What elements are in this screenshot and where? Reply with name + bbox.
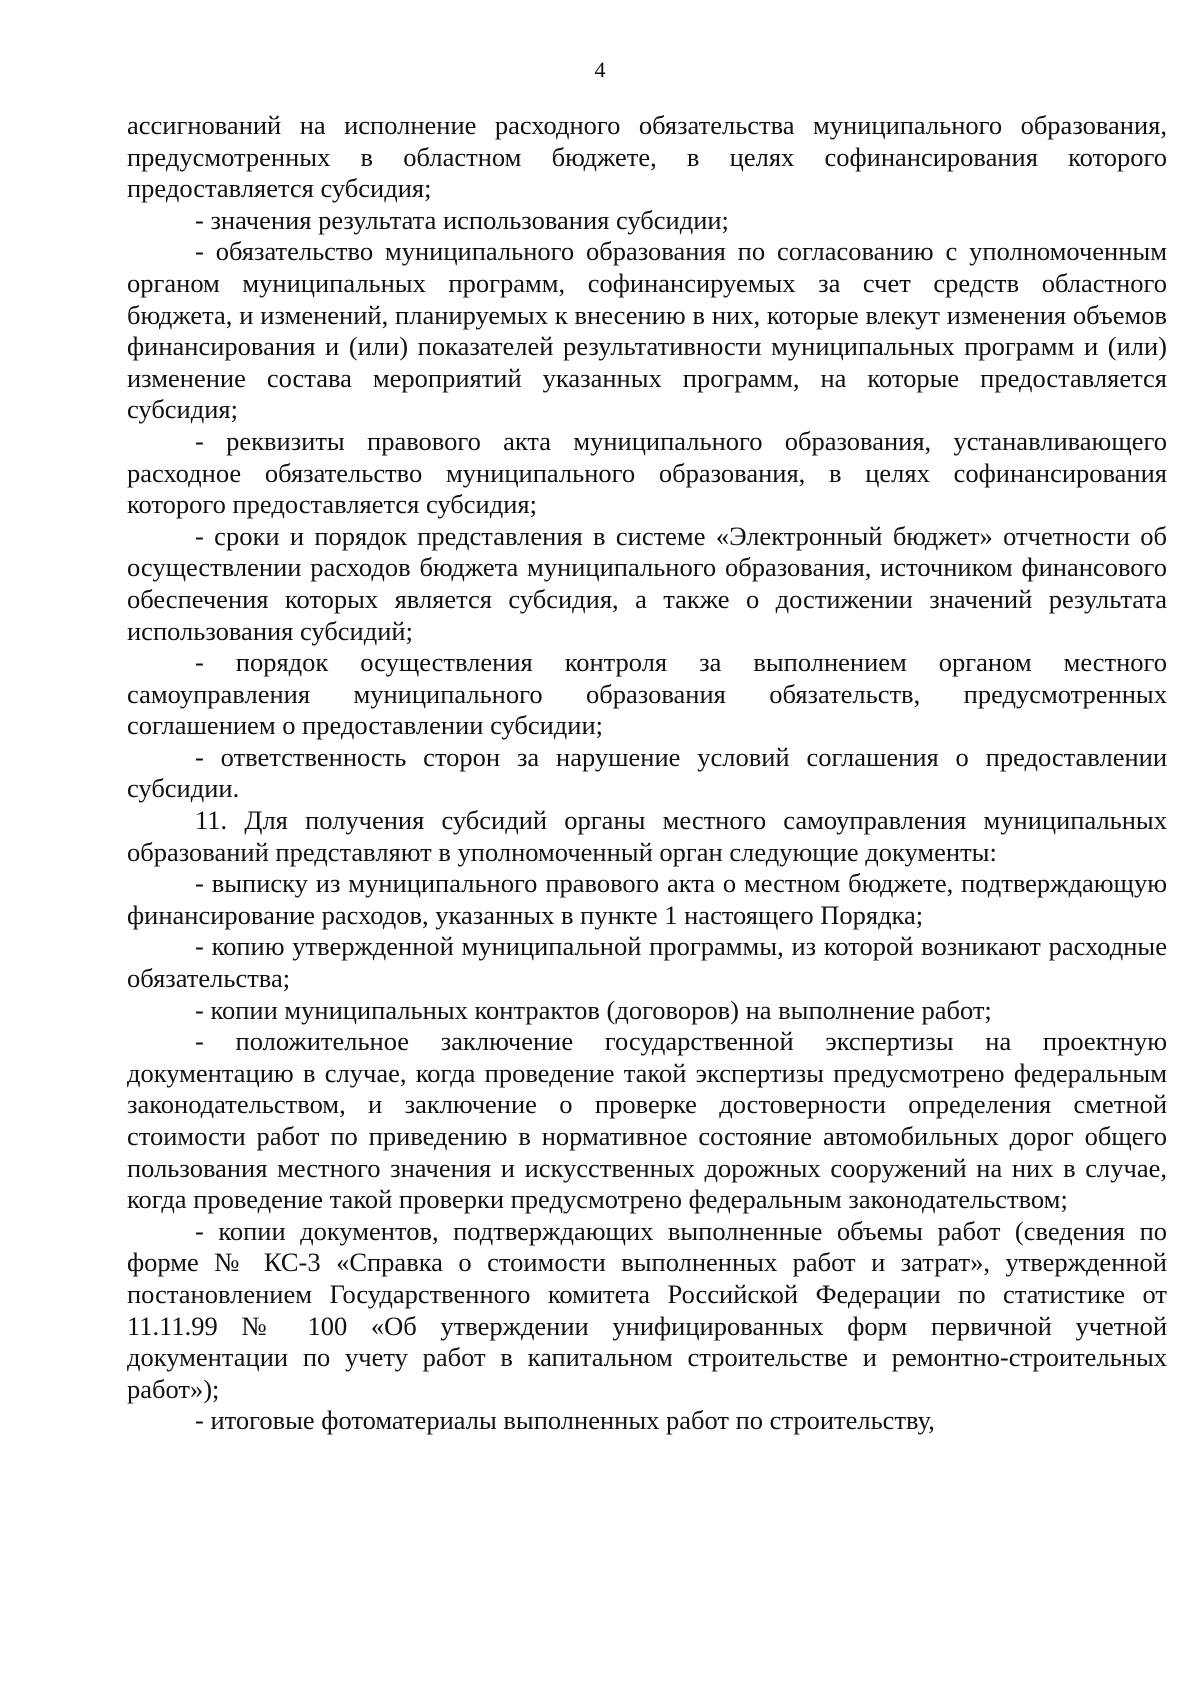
paragraph-result-values: - значения результата использования субсидии; xyxy=(195,204,729,235)
document-body xyxy=(127,110,1167,1437)
paragraph-work-volume-documents: - копии документов, подтверждающих выполненные объемы работ (сведения по форме № КС-3 «Справка о стоимости выполненных работ и затрат», утвержденной постановлением Государственного комитета Российской Федерации по статистике от 11.11.99 № 100 «Об утверждении унифицированных форм первичной учетной документации по учету работ в капитальном строительстве и ремонтно-строительных работ»); xyxy=(127,1215,1167,1404)
paragraph-reporting-terms: - сроки и порядок представления в системе «Электронный бюджет» отчетности об осуществлении расходов бюджета муниципального образования, источником финансового обеспечения которых является субсидия, а также о достижении значений результата использования субсидий; xyxy=(127,520,1167,646)
paragraph-responsibility: - ответственность сторон за нарушение условий соглашения о предоставлении субсидии. xyxy=(127,741,1167,804)
paragraph-program-copy: - копию утвержденной муниципальной программы, из которой возникают расходные обязательства; xyxy=(127,931,1167,994)
paragraph-budget-extract: - выписку из муниципального правового акта о местном бюджете, подтверждающую финансирование расходов, указанных в пункте 1 настоящего Порядка; xyxy=(127,868,1167,930)
paragraph-budget-allocations: ассигнований на исполнение расходного обязательства муниципального образования, предусмотренных в областном бюджете, в целях софинансирования которого предоставляется субсидия; xyxy=(127,110,1167,204)
paragraph-photo-materials: - итоговые фотоматериалы выполненных работ по строительству, xyxy=(195,1405,935,1436)
paragraph-contract-copies: - копии муниципальных контрактов (договоров) на выполнение работ; xyxy=(195,994,992,1025)
page-number: 4 xyxy=(594,57,606,82)
paragraph-legal-act-details: - реквизиты правового акта муниципального образования, устанавливающего расходное обязательство муниципального образования, в целях софинансирования которого предоставляется субсидия; xyxy=(127,425,1167,520)
paragraph-section-11: 11. Для получения субсидий органы местного самоуправления муниципальных образований представляют в уполномоченный орган следующие документы: xyxy=(127,805,1167,867)
paragraph-expertise-conclusion: - положительное заключение государственной экспертизы на проектную документацию в случае, когда проведение такой экспертизы предусмотрено федеральным законодательством, и заключение о проверке достоверности определения сметной стоимости работ по приведению в нормативное состояние автомобильных дорог общего пользования местного значения и искусственных дорожных сооружений на них в случае, когда проведение такой проверки предусмотрено федеральным законодательством; xyxy=(127,1026,1167,1215)
paragraph-coordination-obligation: - обязательство муниципального образования по согласованию с уполномоченным органом муниципальных программ, софинансируемых за счет средств областного бюджета, и изменений, планируемых к внесению в них, которые влекут изменения объемов финансирования и (или) показателей результативности муниципальных программ и (или) изменение состава мероприятий указанных программ, на которые предоставляется субсидия; xyxy=(127,236,1167,425)
paragraph-control-procedure: - порядок осуществления контроля за выполнением органом местного самоуправления муниципального образования обязательств, предусмотренных соглашением о предоставлении субсидии; xyxy=(127,647,1167,741)
